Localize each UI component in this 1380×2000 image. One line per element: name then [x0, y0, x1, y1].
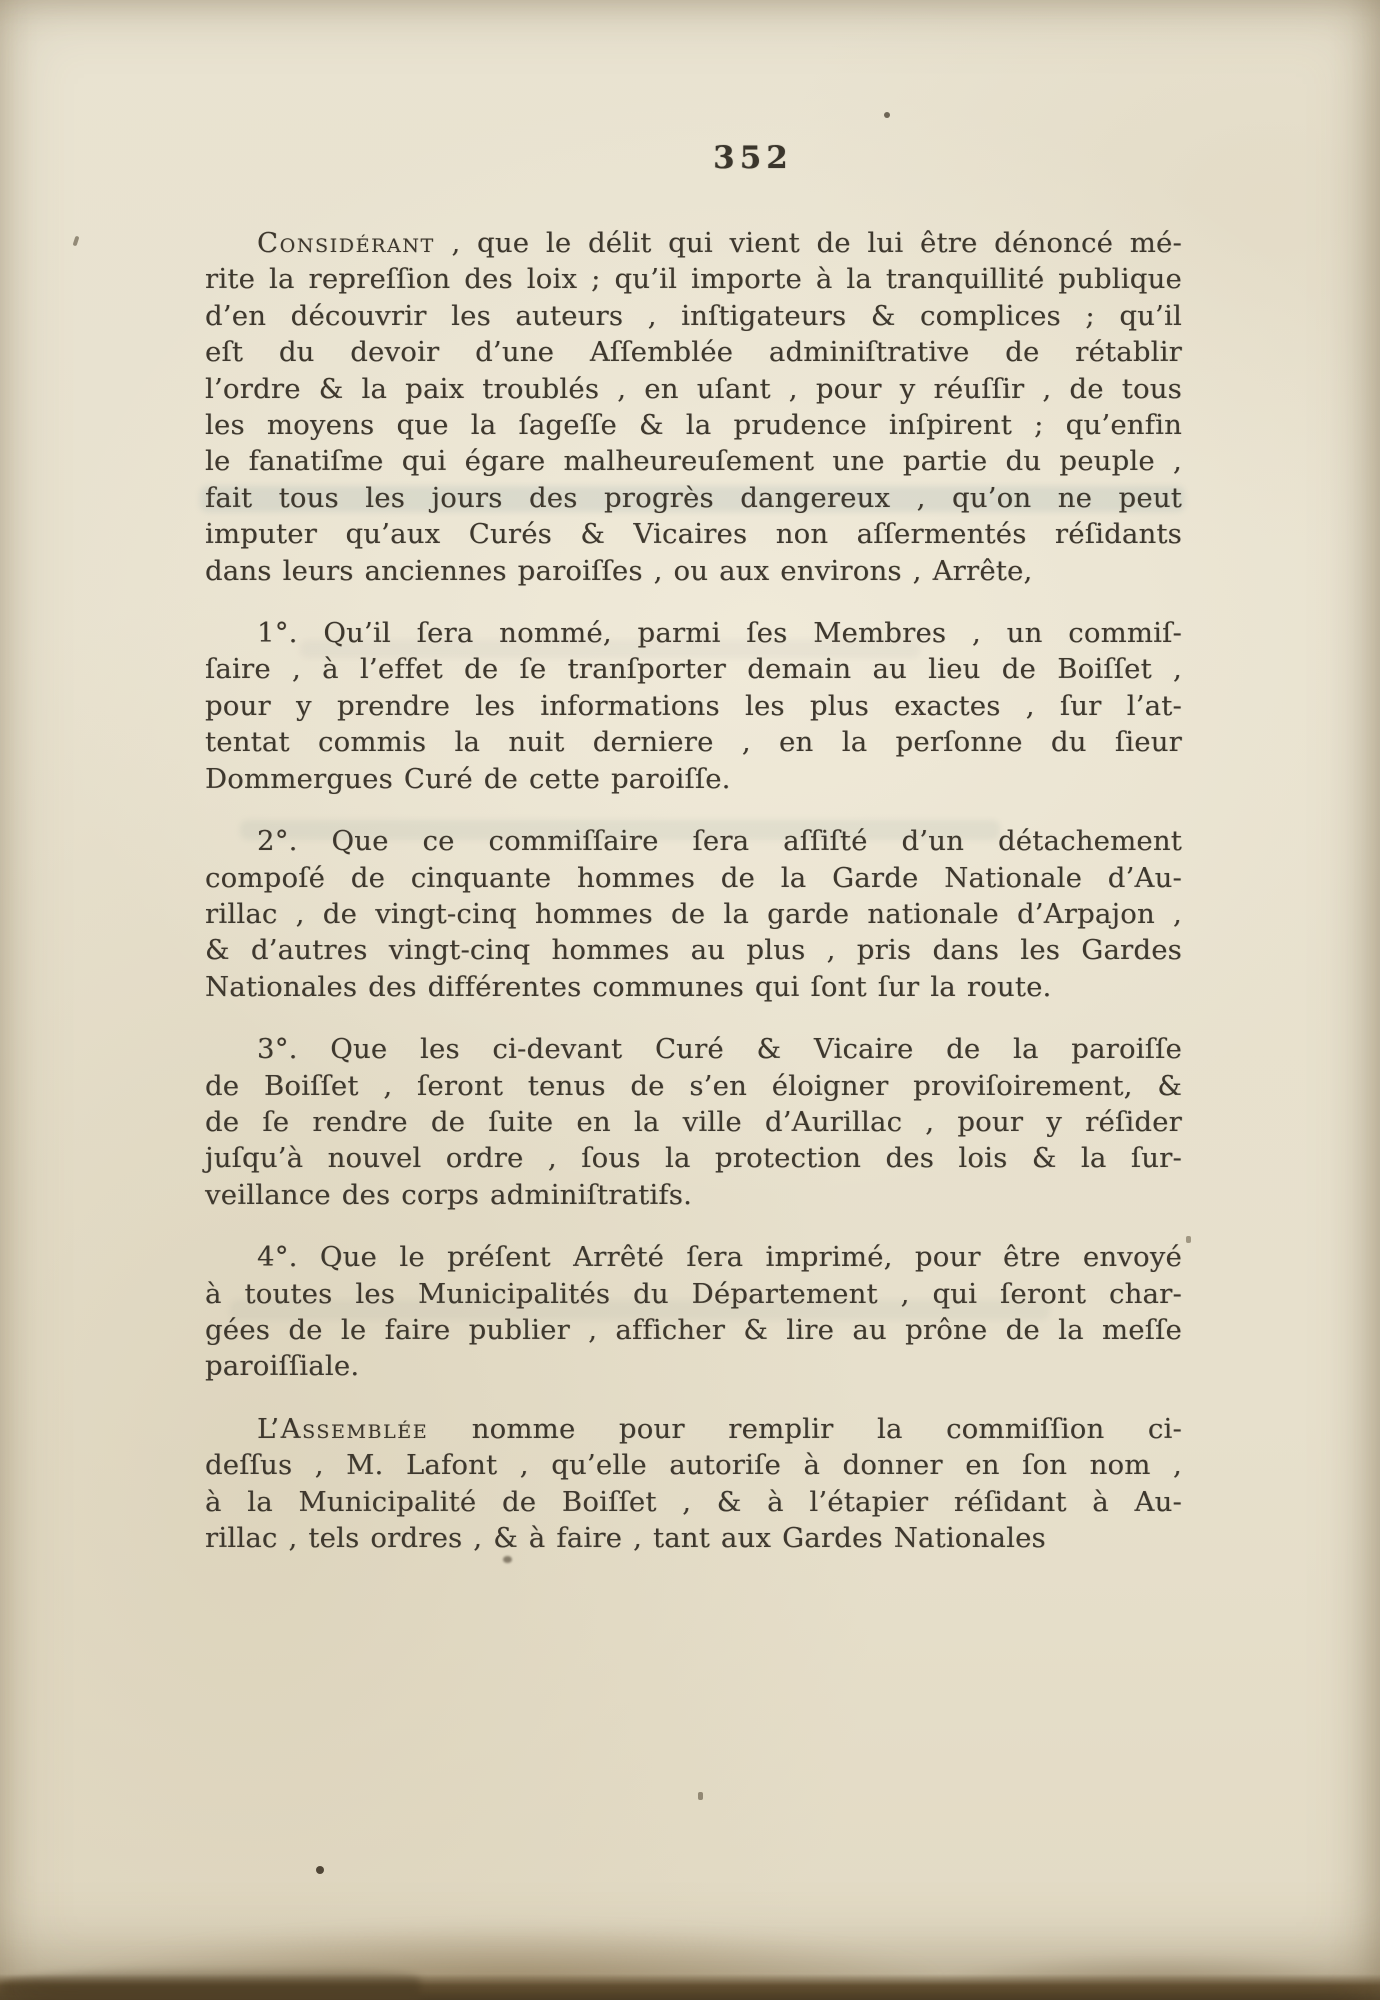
text-line: fait tous les jours des progrès dangereux , qu’on ne peut: [205, 481, 1182, 514]
text-line: gées de le faire publier , afficher & lire au prône de la meſſe: [205, 1313, 1182, 1346]
page-number: 352: [713, 140, 793, 176]
text-line: 2°. Que ce commiſſaire ſera aſſiſté d’un détachement: [257, 825, 1182, 858]
page-bottom-stain: [70, 1924, 950, 1994]
text-line: compoſé de cinquante hommes de la Garde Nationale d’Au-: [205, 861, 1182, 894]
text-line: rillac , tels ordres , & à faire , tant aux Gardes Nationales: [205, 1522, 1046, 1554]
paragraph: [205, 1239, 1182, 1385]
page-bottom-edge: [0, 1966, 420, 2000]
text-line: d’en découvrir les auteurs , inſtigateurs & complices ; qu’il: [205, 299, 1182, 332]
paragraph: [205, 225, 1182, 589]
text-line: pour y prendre les informations les plus exactes , ſur l’at-: [205, 689, 1182, 722]
text-line: 1°. Qu’il ſera nommé, parmi ſes Membres , un commiſ-: [257, 617, 1182, 650]
text-line: tentat commis la nuit derniere , en la perſonne du ſieur: [205, 726, 1182, 759]
text-line: de ſe rendre de ſuite en la ville d’Aurillac , pour y réſider: [205, 1105, 1182, 1138]
paragraph: [205, 1411, 1182, 1557]
text-line: & d’autres vingt-cinq hommes au plus , pris dans les Gardes: [205, 934, 1182, 967]
page-bottom-edge: [0, 1974, 1380, 2000]
paper-speck: [884, 112, 890, 118]
text-line: à toutes les Municipalités du Département , qui ſeront char-: [205, 1277, 1182, 1310]
page-bottom-stain: [930, 1954, 1380, 2000]
text-line: rite la repreſſion des loix ; qu’il importe à la tranquillité publique: [205, 263, 1182, 296]
paragraph: [205, 1031, 1182, 1213]
text-line: Nationales des différentes communes qui ſont ſur la route.: [205, 970, 1052, 1003]
text-block: [205, 225, 1182, 1556]
ink-blot: [503, 1556, 512, 1563]
paper-speck: [73, 236, 80, 247]
text-line: rillac , de vingt-cinq hommes de la garde nationale d’Arpajon ,: [205, 897, 1182, 930]
text-line: juſqu’à nouvel ordre , ſous la protection des lois & la ſur-: [205, 1142, 1182, 1175]
text-line: paroiſſiale.: [205, 1350, 360, 1383]
text-line: 4°. Que le préſent Arrêté ſera imprimé, pour être envoyé: [257, 1241, 1182, 1274]
text-line: Dommergues Curé de cette paroiſſe.: [205, 762, 731, 795]
text-line: veillance des corps adminiſtratifs.: [205, 1178, 693, 1211]
lead-word-smallcaps: Considérant: [257, 227, 435, 259]
text-line: L’Assemblée nomme pour remplir la commiſſion ci-: [257, 1412, 1182, 1445]
text-line: 3°. Que les ci-devant Curé & Vicaire de la paroiſſe: [257, 1033, 1182, 1066]
paper-speck: [316, 1866, 324, 1874]
text-line: deſſus , M. Lafont , qu’elle autoriſe à donner en ſon nom ,: [205, 1449, 1182, 1482]
paragraph: [205, 615, 1182, 797]
text-line: l’ordre & la paix troublés , en uſant , pour y réuſſir , de tous: [205, 372, 1182, 405]
lead-word-smallcaps: L’Assemblée: [257, 1412, 429, 1445]
text-line: imputer qu’aux Curés & Vicaires non aſſermentés réſidants: [205, 518, 1182, 551]
text-line: le fanatiſme qui égare malheureuſement une partie du peuple ,: [205, 445, 1182, 478]
text-line: ſaire , à l’effet de ſe tranſporter demain au lieu de Boiſſet ,: [205, 653, 1182, 686]
text-line: à la Municipalité de Boiſſet , & à l’étapier réſidant à Au-: [205, 1485, 1182, 1518]
paper-speck: [1186, 1236, 1191, 1243]
text-line: dans leurs anciennes paroiſſes , ou aux environs , Arrête,: [205, 554, 1033, 587]
text-line: les moyens que la ſageſſe & la prudence inſpirent ; qu’enfin: [205, 409, 1182, 442]
text-line: Considérant , que le délit qui vient de lui être dénoncé mé-: [257, 227, 1182, 259]
text-line: de Boiſſet , ſeront tenus de s’en éloigner proviſoirement, &: [205, 1069, 1182, 1102]
paragraph: [205, 823, 1182, 1005]
paper-speck: [698, 1792, 703, 1800]
text-line: eſt du devoir d’une Aſſemblée adminiſtrative de rétablir: [205, 336, 1182, 369]
